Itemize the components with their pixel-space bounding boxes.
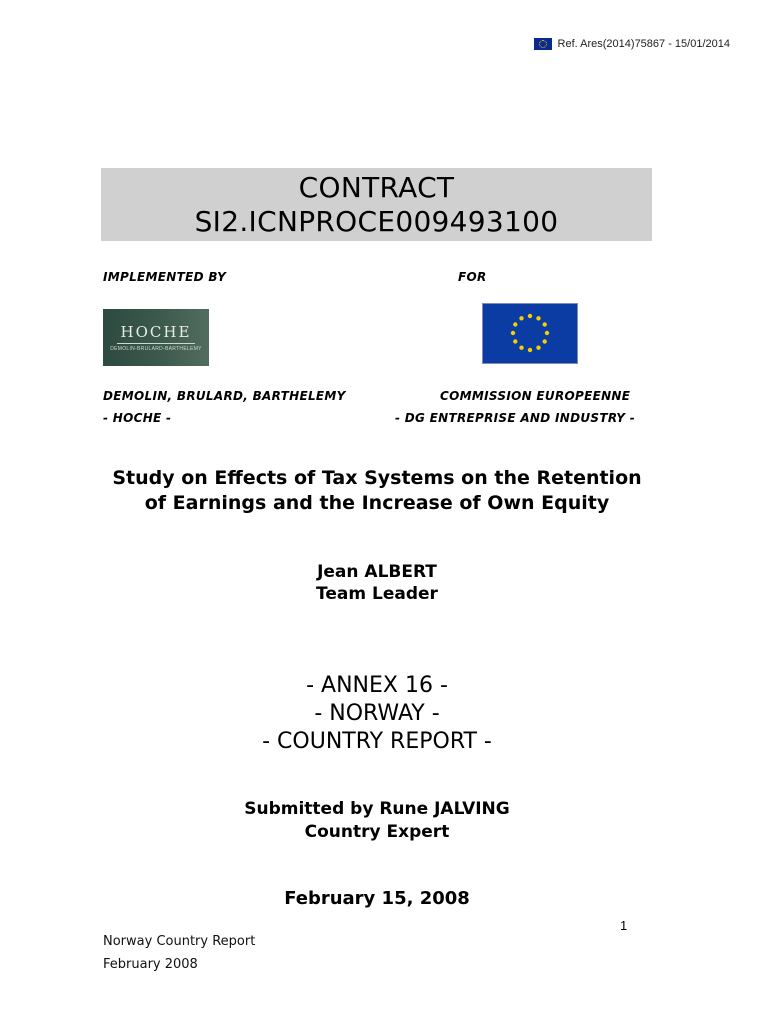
annex-country: - NORWAY - <box>314 701 440 726</box>
report-date: February 15, 2008 <box>284 888 470 909</box>
commission-name: COMMISSION EUROPEENNE <box>440 389 631 403</box>
study-title-line-2: of Earnings and the Increase of Own Equity <box>144 492 610 514</box>
study-title <box>0 466 754 516</box>
annex-number: - ANNEX 16 - <box>306 673 448 698</box>
expert-block <box>0 798 754 844</box>
contract-box <box>101 168 652 241</box>
eu-flag-small-icon <box>534 38 552 50</box>
team-leader-block <box>0 561 754 605</box>
hoche-logo-word: HOCHE <box>120 323 192 341</box>
hoche-logo-subtitle: DEMOLIN-BRULARD-BARTHELEMY <box>110 346 202 352</box>
team-leader-role: Team Leader <box>316 584 438 604</box>
page-number: 1 <box>620 918 628 933</box>
expert-role: Country Expert <box>304 822 450 842</box>
contract-number: SI2.ICNPROCE009493100 <box>194 204 559 238</box>
annex-block <box>0 672 754 756</box>
consultant-short: - HOCHE - <box>103 411 172 425</box>
submitted-by: Submitted by Rune JALVING <box>244 799 510 819</box>
annex-report-type: - COUNTRY REPORT - <box>262 729 492 754</box>
contract-title: CONTRACT <box>298 170 455 204</box>
hoche-logo <box>103 309 209 366</box>
consultant-name: DEMOLIN, BRULARD, BARTHELEMY <box>103 389 346 403</box>
footer-date: February 2008 <box>103 957 198 972</box>
hoche-logo-rule <box>117 343 195 344</box>
commission-dg: - DG ENTREPRISE AND INDUSTRY - <box>395 411 636 425</box>
reference-stamp <box>534 38 730 50</box>
eu-stars-icon <box>483 304 577 363</box>
eu-flag-logo <box>482 303 578 364</box>
team-leader-name: Jean ALBERT <box>317 562 437 582</box>
implemented-by-label: IMPLEMENTED BY <box>103 270 227 284</box>
footer-report-name: Norway Country Report <box>103 934 256 949</box>
study-title-line-1: Study on Effects of Tax Systems on the Retention <box>112 467 642 489</box>
reference-text: Ref. Ares(2014)75867 - 15/01/2014 <box>557 38 730 50</box>
for-label: FOR <box>458 270 487 284</box>
